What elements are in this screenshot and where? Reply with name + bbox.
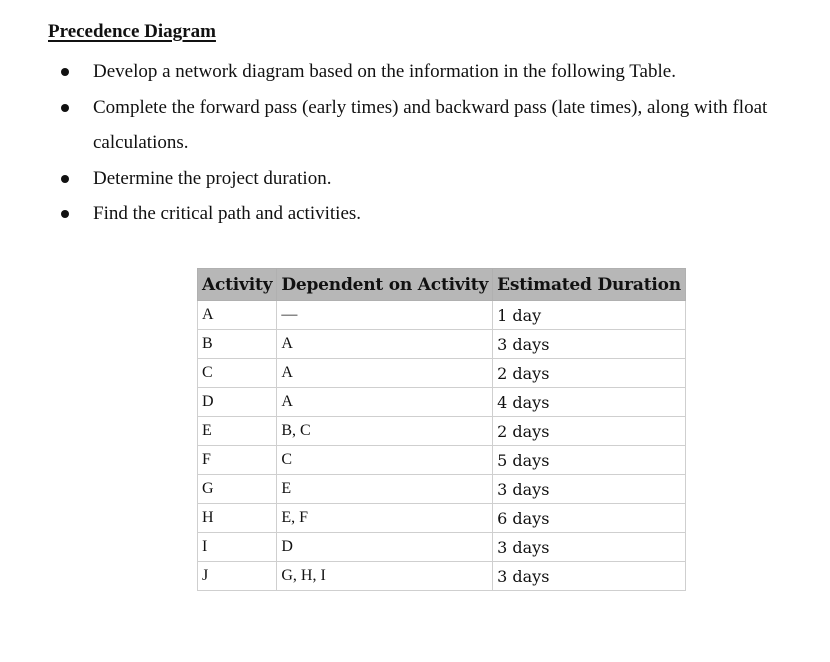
bullet-icon — [61, 175, 69, 183]
dependency-cell: G, H, I — [277, 562, 493, 591]
duration-cell: 3 days — [493, 330, 686, 359]
activity-cell: E — [198, 417, 277, 446]
table-row — [198, 533, 686, 562]
dependency-cell: E, F — [277, 504, 493, 533]
activity-cell: C — [198, 359, 277, 388]
dependency-cell: B, C — [277, 417, 493, 446]
instruction-item — [0, 161, 813, 197]
duration-cell: 6 days — [493, 504, 686, 533]
activity-table-container — [197, 268, 686, 591]
duration-cell: 4 days — [493, 388, 686, 417]
dependency-cell: — — [277, 301, 493, 330]
duration-cell: 1 day — [493, 301, 686, 330]
instruction-text: Determine the project duration. — [93, 167, 332, 189]
table-row — [198, 417, 686, 446]
dependency-cell: A — [277, 359, 493, 388]
header-estimated-duration: Estimated Duration — [493, 269, 686, 301]
activity-cell: F — [198, 446, 277, 475]
duration-cell: 2 days — [493, 359, 686, 388]
activity-cell: A — [198, 301, 277, 330]
dependency-cell: E — [277, 475, 493, 504]
table-row — [198, 359, 686, 388]
duration-cell: 3 days — [493, 533, 686, 562]
instruction-text: Develop a network diagram based on the information in the following Table. — [93, 61, 676, 82]
instruction-list — [0, 54, 830, 232]
duration-cell: 3 days — [493, 475, 686, 504]
table-row — [198, 562, 686, 591]
instruction-item — [0, 90, 813, 161]
activity-cell: G — [198, 475, 277, 504]
bullet-icon — [61, 104, 69, 112]
table-row — [198, 388, 686, 417]
activity-cell: D — [198, 388, 277, 417]
header-dependent-on-activity: Dependent on Activity — [277, 269, 493, 301]
instruction-text: Find the critical path and activities. — [93, 203, 362, 224]
bullet-icon — [61, 210, 69, 218]
duration-cell: 2 days — [493, 417, 686, 446]
duration-cell: 3 days — [493, 562, 686, 591]
activity-cell: B — [198, 330, 277, 359]
instruction-text-continued: calculations. — [93, 132, 189, 153]
table-row — [198, 446, 686, 475]
table-row — [198, 301, 686, 330]
dependency-cell: D — [277, 533, 493, 562]
table-header-row — [198, 269, 686, 301]
table-row — [198, 475, 686, 504]
header-activity: Activity — [198, 269, 277, 301]
page-title: Precedence Diagram — [48, 21, 216, 42]
activity-cell: I — [198, 533, 277, 562]
activity-cell: J — [198, 562, 277, 591]
dependency-cell: A — [277, 330, 493, 359]
instruction-item — [0, 196, 813, 232]
duration-cell: 5 days — [493, 446, 686, 475]
table-row — [198, 330, 686, 359]
activity-cell: H — [198, 504, 277, 533]
dependency-cell: C — [277, 446, 493, 475]
instruction-text: Complete the forward pass (early times) and backward pass (late times), along with float — [93, 96, 768, 118]
dependency-cell: A — [277, 388, 493, 417]
table-row — [198, 504, 686, 533]
bullet-icon — [61, 68, 69, 76]
activity-table — [197, 268, 686, 591]
instruction-item — [0, 54, 813, 90]
